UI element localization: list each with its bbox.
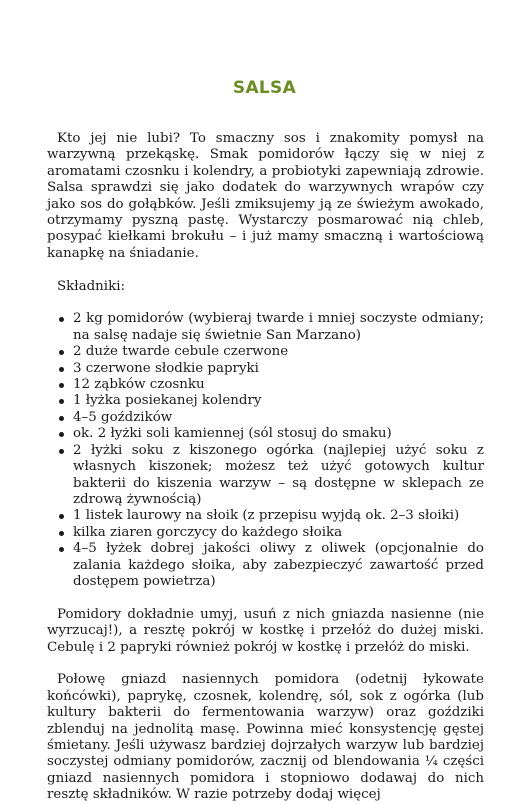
ingredient-item: 4–5 łyżek dobrej jakości oliwy z oliwek (opcjonalnie do zalania każdego słoika, aby zabezpieczyć zawartość przed dostępem powietrza)	[73, 541, 484, 590]
ingredients-list	[47, 311, 484, 590]
recipe-title: SALSA	[232, 78, 297, 98]
bullet-icon	[59, 416, 64, 421]
bullet-icon	[59, 350, 64, 355]
bullet-icon	[59, 367, 64, 372]
bullet-icon	[59, 531, 64, 536]
ingredient-item: 2 łyżki soku z kiszonego ogórka (najlepiej użyć soku z własnych kiszonek; możesz też użyć gotowych kultur bakterii do kiszenia warzyw – są dostępne w sklepach ze zdrową żywnością)	[73, 443, 484, 509]
ingredient-item: 3 czerwone słodkie papryki	[73, 361, 484, 377]
bullet-icon	[59, 547, 64, 552]
ingredient-item: 1 listek laurowy na słoik (z przepisu wyjdą ok. 2–3 słoiki)	[73, 508, 484, 524]
bullet-icon	[59, 432, 64, 437]
recipe-body	[47, 131, 484, 804]
bullet-icon	[59, 449, 64, 454]
ingredient-item: kilka ziaren gorczycy do każdego słoika	[73, 525, 484, 541]
ingredient-item: ok. 2 łyżki soli kamiennej (sól stosuj do smaku)	[73, 426, 484, 442]
ingredient-item: 2 duże twarde cebule czerwone	[73, 344, 484, 360]
ingredients-heading: Składniki:	[57, 278, 125, 294]
step-paragraph-1: Pomidory dokładnie umyj, usuń z nich gniazda nasienne (nie wyrzucaj!), a resztę pokrój w kostkę i przełóż do dużej miski. Cebulę i 2 papryki również pokrój w kostkę i przełóż do miski.	[47, 606, 484, 655]
intro-paragraph: Kto jej nie lubi? To smaczny sos i znakomity pomysł na warzywną przekąskę. Smak pomidorów łączy się w niej z aromatami czosnku i kolendry, a probiotyki zapewniają zdrowie. Salsa sprawdzi się jako dodatek do warzywnych wrapów czy jako sos do gołąbków. Jeśli zmiksujemy ją ze świeżym awokado, otrzymamy pyszną pastę. Wystarczy posmarować nią chleb, posypać kiełkami brokułu – i już mamy smaczną i wartościową kanapkę na śniadanie.	[47, 131, 484, 261]
bullet-icon	[59, 399, 64, 404]
bullet-icon	[59, 383, 64, 388]
bullet-icon	[59, 514, 64, 519]
ingredient-item: 1 łyżka posiekanej kolendry	[73, 393, 484, 409]
step-paragraph-2: Połowę gniazd nasiennych pomidora (odetnij łykowate końcówki), paprykę, czosnek, kolendrę, sól, sok z ogórka (lub kultury bakterii do fermentowania warzyw) oraz goździki zblenduj na jednolitą masę. Powinna mieć konsystencję gęstej śmietany. Jeśli używasz bardziej dojrzałych warzyw lub bardziej soczystej odmiany pomidorów, zacznij od blendowania ¼ części gniazd nasiennych pomidora i stopniowo dodawaj do nich resztę składników. W razie potrzeby dodaj więcej	[47, 672, 484, 803]
bullet-icon	[59, 317, 64, 322]
ingredient-item: 12 ząbków czosnku	[73, 377, 484, 393]
ingredient-item: 2 kg pomidorów (wybieraj twarde i mniej soczyste odmiany; na salsę nadaje się świetnie San Marzano)	[73, 311, 484, 344]
ingredient-item: 4–5 goździków	[73, 410, 484, 426]
